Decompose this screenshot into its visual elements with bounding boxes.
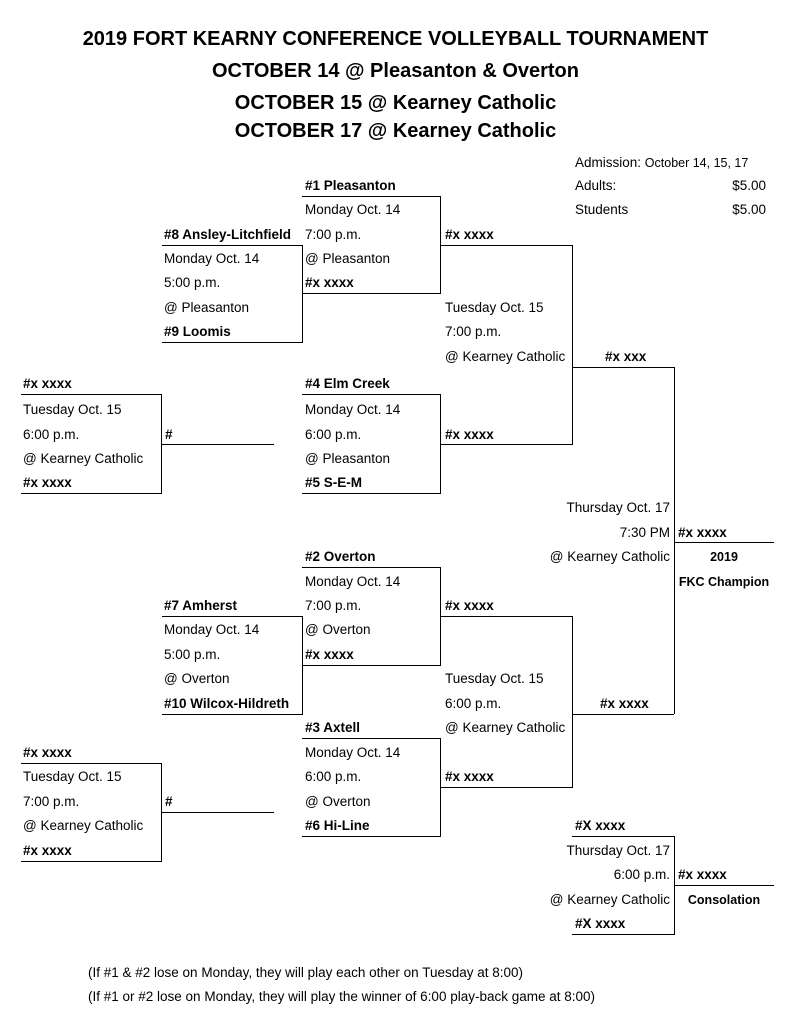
- team-seed-4: #4 Elm Creek: [305, 376, 390, 391]
- match-site: @ Kearney Catholic: [23, 451, 144, 466]
- team-slot: #X xxxx: [575, 916, 626, 931]
- bracket-line: [572, 245, 573, 445]
- match-day: Thursday Oct. 17: [566, 500, 670, 515]
- bracket-line: [162, 342, 302, 343]
- match-time: 6:00 p.m.: [445, 696, 502, 711]
- match-day: Tuesday Oct. 15: [23, 769, 122, 784]
- bracket-line: [162, 616, 302, 617]
- team-slot: #x xxx: [605, 349, 647, 364]
- match-day: Thursday Oct. 17: [566, 843, 670, 858]
- match-site: @ Kearney Catholic: [445, 349, 566, 364]
- team-seed-5: #5 S-E-M: [305, 475, 363, 490]
- champion-label: FKC Champion: [678, 575, 770, 589]
- match-site: @ Pleasanton: [305, 451, 391, 466]
- footnote-1: (If #1 & #2 lose on Monday, they will play each other on Tuesday at 8:00): [88, 965, 524, 980]
- bracket-line: [440, 738, 441, 837]
- students-label: Students: [575, 202, 629, 217]
- bracket-line: [674, 885, 774, 886]
- bracket-line: [572, 367, 674, 368]
- match-site: @ Kearney Catholic: [549, 549, 670, 564]
- bracket-line: [302, 616, 303, 715]
- footnote-2: (If #1 or #2 lose on Monday, they will play the winner of 6:00 play-back game at 8:00): [88, 989, 596, 1004]
- adults-label: Adults:: [575, 178, 617, 193]
- bracket-line: [302, 665, 440, 666]
- bracket-line: [161, 444, 274, 445]
- bracket-line: [572, 714, 674, 715]
- match-day: Monday Oct. 14: [305, 745, 401, 760]
- match-site: @ Overton: [305, 622, 371, 637]
- match-time: 6:00 p.m.: [613, 867, 670, 882]
- team-slot: #x xxxx: [23, 745, 72, 760]
- match-day: Monday Oct. 14: [164, 251, 260, 266]
- match-time: 7:00 p.m.: [305, 227, 362, 242]
- bracket-line: [674, 367, 675, 714]
- team-slot: #: [165, 427, 173, 442]
- team-slot: #x xxxx: [305, 647, 354, 662]
- date-line-oct15: OCTOBER 15 @ Kearney Catholic: [234, 92, 557, 114]
- match-time: 7:30 PM: [619, 525, 670, 540]
- match-day: Tuesday Oct. 15: [445, 300, 544, 315]
- team-slot: #: [165, 794, 173, 809]
- match-site: @ Pleasanton: [305, 251, 391, 266]
- match-time: 7:00 p.m.: [445, 324, 502, 339]
- team-seed-9: #9 Loomis: [164, 324, 231, 339]
- team-seed-8: #8 Ansley-Litchfield: [164, 227, 292, 242]
- match-time: 5:00 p.m.: [164, 647, 221, 662]
- bracket-line: [440, 787, 572, 788]
- match-day: Monday Oct. 14: [305, 202, 401, 217]
- bracket-line: [440, 616, 572, 617]
- page-title: 2019 FORT KEARNY CONFERENCE VOLLEYBALL TOURNAMENT: [82, 28, 709, 50]
- team-seed-1: #1 Pleasanton: [305, 178, 396, 193]
- team-seed-3: #3 Axtell: [305, 720, 361, 735]
- bracket-line: [302, 394, 440, 395]
- bracket-line: [440, 394, 441, 494]
- champion-year: 2019: [710, 550, 738, 564]
- match-site: @ Overton: [305, 794, 371, 809]
- bracket-line: [21, 493, 161, 494]
- match-time: 6:00 p.m.: [305, 769, 362, 784]
- match-site: @ Pleasanton: [164, 300, 250, 315]
- consolation-label: Consolation: [687, 893, 761, 907]
- match-time: 7:00 p.m.: [23, 794, 80, 809]
- date-line-oct17: OCTOBER 17 @ Kearney Catholic: [234, 120, 557, 142]
- match-day: Monday Oct. 14: [305, 574, 401, 589]
- match-time: 6:00 p.m.: [23, 427, 80, 442]
- admission-label: Admission: October 14, 15, 17: [575, 155, 749, 170]
- team-slot: #X xxxx: [575, 818, 626, 833]
- team-slot: #x xxxx: [305, 275, 354, 290]
- bracket-line: [302, 245, 303, 343]
- bracket-line: [161, 812, 274, 813]
- match-day: Tuesday Oct. 15: [445, 671, 544, 686]
- team-slot: #x xxxx: [600, 696, 649, 711]
- bracket-line: [21, 394, 161, 395]
- bracket-line: [302, 196, 440, 197]
- team-slot: #x xxxx: [23, 376, 72, 391]
- bracket-line: [572, 934, 674, 935]
- team-slot: #x xxxx: [445, 227, 494, 242]
- team-slot: #x xxxx: [445, 427, 494, 442]
- match-time: 5:00 p.m.: [164, 275, 221, 290]
- bracket-line: [162, 245, 302, 246]
- bracket-line: [162, 714, 302, 715]
- match-site: @ Overton: [164, 671, 230, 686]
- bracket-line: [302, 567, 440, 568]
- team-seed-7: #7 Amherst: [164, 598, 238, 613]
- match-time: 7:00 p.m.: [305, 598, 362, 613]
- bracket-line: [440, 245, 572, 246]
- bracket-line: [302, 293, 440, 294]
- team-slot: #x xxxx: [23, 475, 72, 490]
- team-seed-6: #6 Hi-Line: [305, 818, 370, 833]
- team-slot: #x xxxx: [445, 598, 494, 613]
- bracket-line: [302, 493, 440, 494]
- bracket-line: [572, 836, 674, 837]
- bracket-line: [572, 616, 573, 788]
- bracket-line: [21, 763, 161, 764]
- match-site: @ Kearney Catholic: [549, 892, 670, 907]
- students-price: $5.00: [732, 202, 766, 217]
- match-site: @ Kearney Catholic: [445, 720, 566, 735]
- team-seed-2: #2 Overton: [305, 549, 376, 564]
- team-seed-10: #10 Wilcox-Hildreth: [164, 696, 290, 711]
- team-slot: #x xxxx: [23, 843, 72, 858]
- champion-slot: #x xxxx: [678, 525, 727, 540]
- match-day: Monday Oct. 14: [164, 622, 260, 637]
- match-site: @ Kearney Catholic: [23, 818, 144, 833]
- match-day: Tuesday Oct. 15: [23, 402, 122, 417]
- bracket-line: [674, 542, 774, 543]
- consolation-winner-slot: #x xxxx: [678, 867, 727, 882]
- bracket-line: [302, 836, 440, 837]
- adults-price: $5.00: [732, 178, 766, 193]
- bracket-line: [21, 861, 161, 862]
- bracket-line: [440, 444, 572, 445]
- match-time: 6:00 p.m.: [305, 427, 362, 442]
- team-slot: #x xxxx: [445, 769, 494, 784]
- date-line-oct14: OCTOBER 14 @ Pleasanton & Overton: [212, 60, 579, 82]
- match-day: Monday Oct. 14: [305, 402, 401, 417]
- bracket-line: [302, 738, 440, 739]
